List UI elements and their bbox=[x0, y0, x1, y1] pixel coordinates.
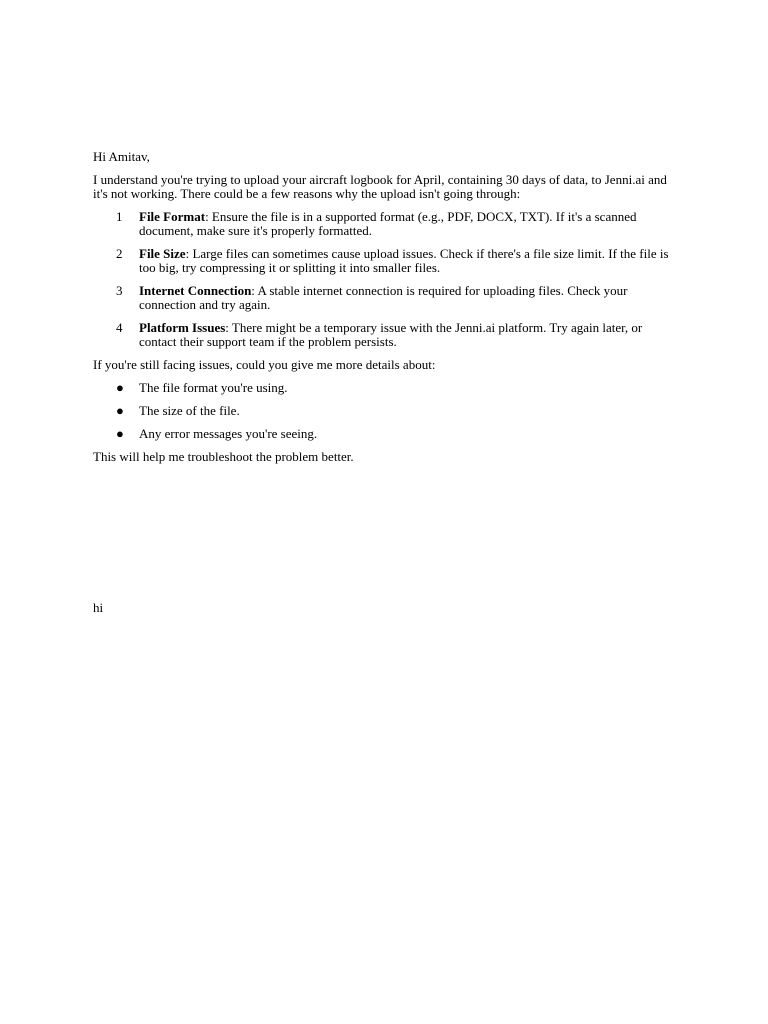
followup-paragraph: If you're still facing issues, could you give me more details about: bbox=[93, 357, 436, 372]
reason-text: : Large files can sometimes cause upload issues. Check if there's a file size limit. If the file is too big, try compressing it or splitting it into smaller files. bbox=[139, 246, 669, 275]
reason-title: Platform Issues bbox=[139, 320, 226, 335]
reason-text: : There might be a temporary issue with the Jenni.ai platform. Try again later, or contact their support team if the problem persists. bbox=[139, 320, 643, 349]
list-item bbox=[93, 404, 673, 418]
greeting: Hi Amitav, bbox=[93, 149, 150, 164]
list-number: 3 bbox=[116, 283, 123, 298]
list-item bbox=[93, 427, 673, 441]
list-item-file-format bbox=[93, 210, 673, 238]
bullet-icon: ● bbox=[116, 380, 124, 395]
list-number: 1 bbox=[116, 209, 123, 224]
detail-text: The size of the file. bbox=[139, 403, 240, 418]
intro-paragraph: I understand you're trying to upload your aircraft logbook for April, containing 30 days of data, to Jenni.ai and it's not working. There could be a few reasons why the upload isn't going through: bbox=[93, 172, 667, 201]
reason-title: File Format bbox=[139, 209, 206, 224]
letter-body bbox=[93, 150, 673, 464]
list-number: 4 bbox=[116, 320, 123, 335]
list-number: 2 bbox=[116, 246, 123, 261]
reason-title: Internet Connection bbox=[139, 283, 252, 298]
reason-text: : Ensure the file is in a supported format (e.g., PDF, DOCX, TXT). If it's a scanned document, make sure it's properly formatted. bbox=[139, 209, 637, 238]
list-item-platform-issues bbox=[93, 321, 673, 349]
list-item-internet-connection bbox=[93, 284, 673, 312]
list-item bbox=[93, 381, 673, 395]
closing-paragraph: This will help me troubleshoot the problem better. bbox=[93, 449, 354, 464]
detail-text: The file format you're using. bbox=[139, 380, 288, 395]
reasons-list bbox=[93, 210, 673, 349]
bullet-icon: ● bbox=[116, 403, 124, 418]
afterword-text: hi bbox=[93, 600, 104, 615]
reason-title: File Size bbox=[139, 246, 186, 261]
reason-text: : A stable internet connection is required for uploading files. Check your connection and try again. bbox=[139, 283, 628, 312]
detail-text: Any error messages you're seeing. bbox=[139, 426, 318, 441]
details-list bbox=[93, 381, 673, 441]
list-item-file-size bbox=[93, 247, 673, 275]
bullet-icon: ● bbox=[116, 426, 124, 441]
